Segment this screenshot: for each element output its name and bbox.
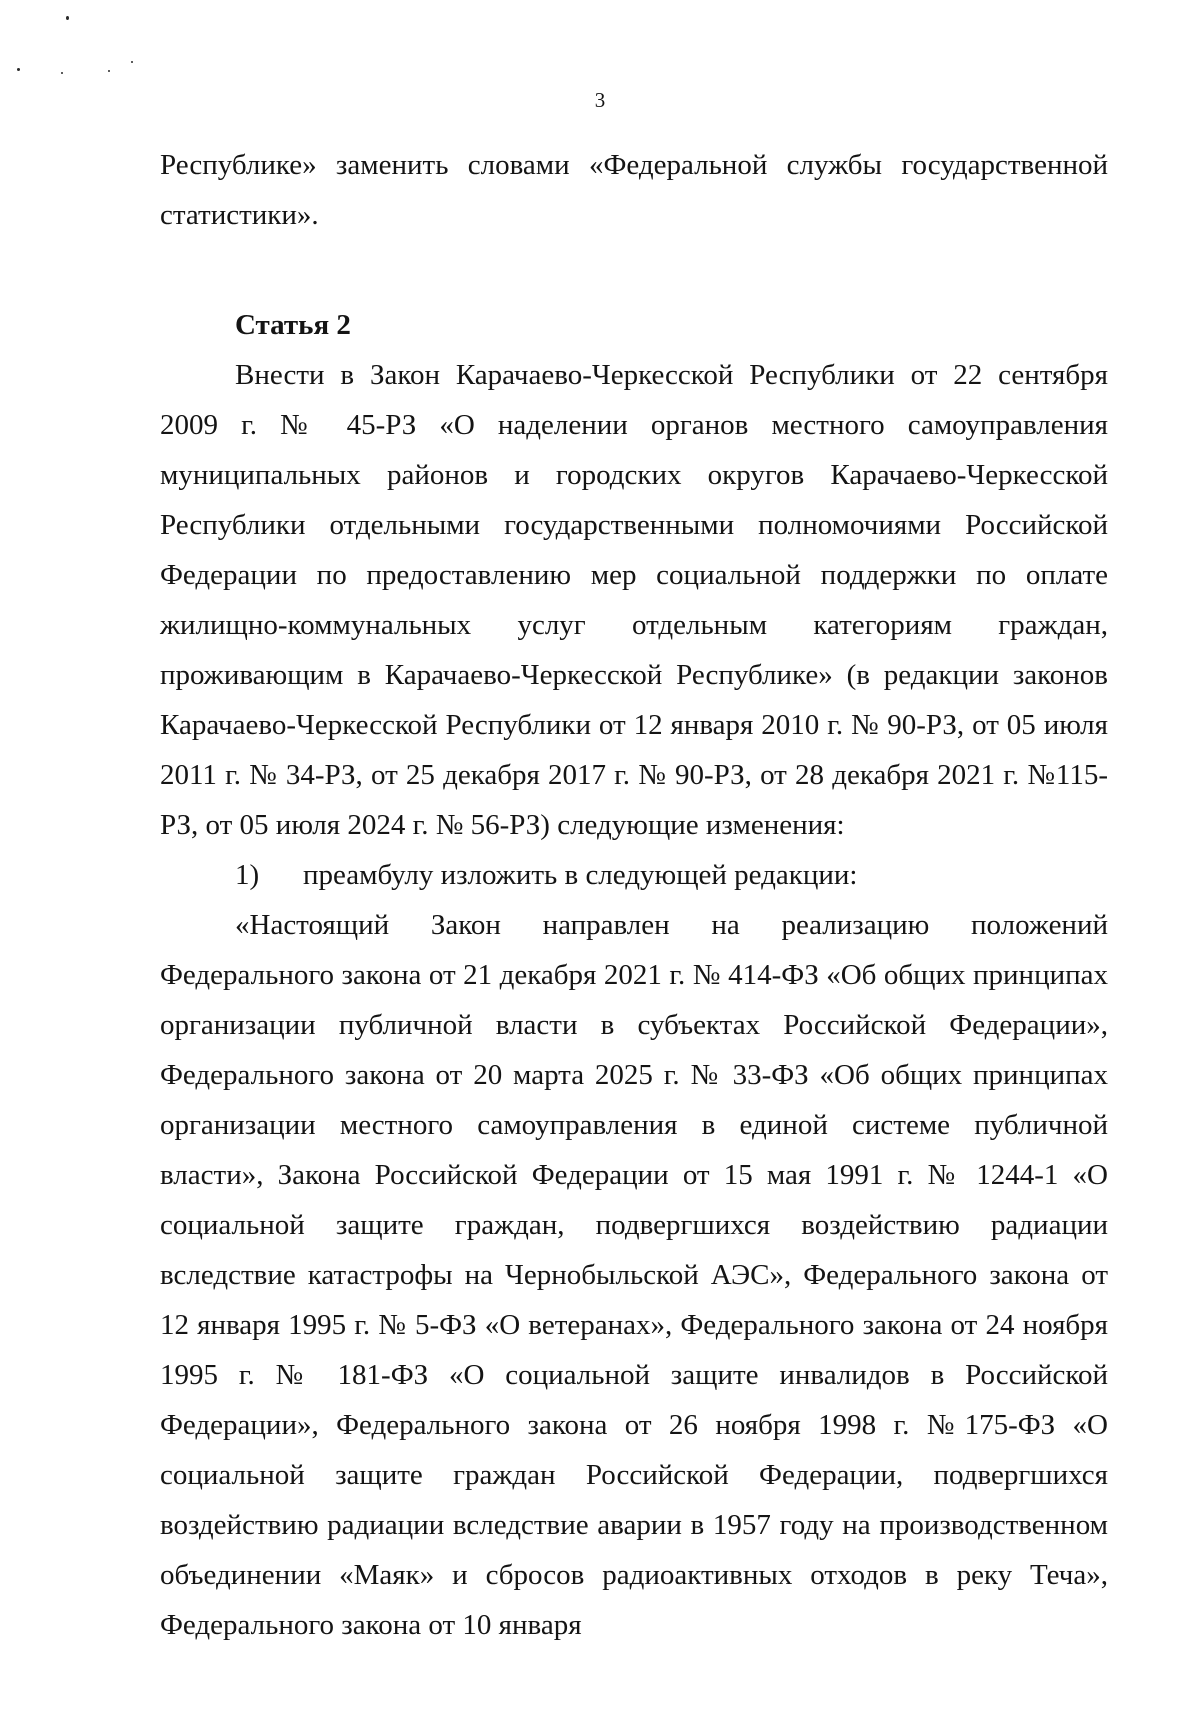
preamble-quote-paragraph: «Настоящий Закон направлен на реализацию положений Федерального закона от 21 декабря 2021 г. № 414-ФЗ «Об общих принципах организации публичной власти в субъектах Российской Федерации», Федерального закона от 20 марта 2025 г. № 33-ФЗ «Об общих принципах организации местного самоуправления в единой системе публичной власти», Закона Российской Федерации от 15 мая 1991 г. № 1244-1 «О социальной защите граждан, подвергшихся воздействию радиации вследствие катастрофы на Чернобыльской АЭС», Федерального закона от 12 января 1995 г. № 5-ФЗ «О ветеранах», Федерального закона от 24 ноября 1995 г. № 181-ФЗ «О социальной защите инвалидов в Российской Федерации», Федерального закона от 26 ноября 1998 г. №175-ФЗ «О социальной защите граждан Российской Федерации, подвергшихся воздействию радиации вследствие аварии в 1957 году на производственном объединении «Маяк» и сбросов радиоактивных отходов в реку Теча», Федерального закона от 10 января	[160, 909, 1108, 1641]
list-item-number: 1)	[235, 859, 260, 891]
scan-speck	[17, 68, 20, 71]
page-number: 3	[594, 88, 606, 112]
article-intro-paragraph: Внести в Закон Карачаево-Черкесской Республики от 22 сентября 2009 г. № 45-РЗ «О наделении органов местного самоуправления муниципальных районов и городских округов Карачаево-Черкесской Республики отдельными государственными полномочиями Российской Федерации по предоставлению мер социальной поддержки по оплате жилищно-коммунальных услуг отдельным категориям граждан, проживающим в Карачаево-Черкесской Республике» (в редакции законов Карачаево-Черкесской Республики от 12 января 2010 г. № 90-РЗ, от 05 июля 2011 г. № 34-РЗ, от 25 декабря 2017 г. № 90-РЗ, от 28 декабря 2021 г. №115-РЗ, от 05 июля 2024 г. № 56-РЗ) следующие изменения:	[160, 359, 1108, 841]
list-item-1	[160, 850, 1108, 900]
scan-speck	[66, 16, 69, 20]
scan-speck	[61, 72, 63, 74]
article-heading: Статья 2	[235, 309, 351, 341]
opening-fragment	[160, 140, 1108, 240]
opening-paragraph: Республике» заменить словами «Федеральной службы государственной статистики».	[160, 149, 1108, 231]
scan-speck	[108, 70, 110, 72]
article-2	[160, 300, 1108, 1650]
scan-speck	[131, 61, 133, 63]
list-item-text: преамбулу изложить в следующей редакции:	[303, 859, 858, 891]
